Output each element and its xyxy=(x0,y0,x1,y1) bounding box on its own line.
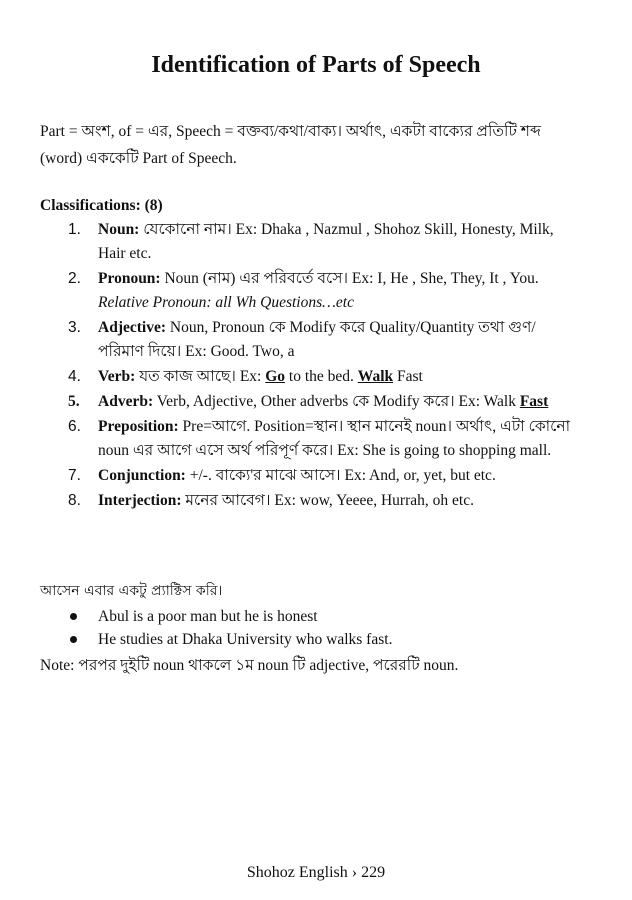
list-item-preposition xyxy=(68,415,578,463)
item-number: 3. xyxy=(68,319,81,336)
bullet-icon xyxy=(70,613,77,620)
list-item-pronoun xyxy=(68,267,578,315)
page-footer: Shohoz English › 229 xyxy=(246,864,386,881)
item-number: 4. xyxy=(68,368,81,385)
list-item xyxy=(68,605,392,628)
item-term: Adverb: xyxy=(98,393,154,410)
list-item-verb xyxy=(68,365,578,389)
list-item-adjective xyxy=(68,316,578,364)
item-number: 5. xyxy=(68,393,80,410)
item-term: Noun: xyxy=(98,221,140,238)
list-item-interjection xyxy=(68,489,578,513)
underlined-word: Walk xyxy=(357,368,394,385)
practice-heading: আসেন এবার একটু প্র্যাক্টিস করি। xyxy=(40,583,223,599)
item-text-pre: Verb, Adjective, Other adverbs কে Modify করে। Ex: Walk xyxy=(153,393,520,410)
item-term: Verb: xyxy=(98,368,136,385)
intro-paragraph xyxy=(40,118,596,172)
underlined-word: Go xyxy=(265,368,286,385)
item-text: Noun, Pronoun কে Modify করে Quality/Quantity তথা গুণ/পরিমাণ দিয়ে। Ex: Good. Two, a xyxy=(98,319,536,360)
item-text: +/-. বাক্যে'র মাঝে আসে। Ex: And, or, yet, but etc. xyxy=(185,467,496,484)
item-text: Noun (নাম) এর পরিবর্তে বসে। Ex: I, He , She, They, It , You. xyxy=(160,270,539,287)
intro-line-2: (word) এককেটি Part of Speech. xyxy=(40,150,237,167)
classifications-heading: Classifications: (8) xyxy=(40,197,163,214)
list-item xyxy=(68,628,392,651)
page-title: Identification of Parts of Speech xyxy=(151,52,481,78)
item-text-pre: যত কাজ আছে। Ex: xyxy=(135,368,266,385)
bullet-icon xyxy=(70,636,77,643)
item-text-post: Fast xyxy=(393,368,423,385)
item-term: Pronoun: xyxy=(98,270,161,287)
item-term: Conjunction: xyxy=(98,467,186,484)
item-text: মনের আবেগ। Ex: wow, Yeeee, Hurrah, oh etc. xyxy=(181,492,474,509)
item-text: Pre=আগে. Position=স্থান। স্থান মানেই noun। অর্থাৎ, এটা কোনো noun এর আগে এসে অর্থ পরিপূর্ণ করে। Ex: She is going to shopping mall. xyxy=(98,418,571,459)
list-item-adverb xyxy=(68,390,578,414)
item-number: 7. xyxy=(68,467,81,484)
example-list xyxy=(68,605,392,651)
list-item-noun xyxy=(68,218,578,266)
item-term: Interjection: xyxy=(98,492,182,509)
classifications-list xyxy=(68,218,578,514)
list-item-conjunction xyxy=(68,464,578,488)
item-text: যেকোনো নাম। Ex: Dhaka , Nazmul , Shohoz Skill, Honesty, Milk, Hair etc. xyxy=(98,221,554,262)
example-text: Abul is a poor man but he is honest xyxy=(98,608,318,625)
underlined-word: Fast xyxy=(519,393,549,410)
note-text: Note: পরপর দুইটি noun থাকলে ১ম noun টি adjective, পরেরটি noun. xyxy=(40,657,459,674)
intro-line-1: Part = অংশ, of = এর, Speech = বক্তব্য/কথা/বাক্য। অর্থাৎ, একটা বাক্যের প্রতিটি শব্দ xyxy=(40,123,541,140)
item-italic-note: Relative Pronoun: all Wh Questions…etc xyxy=(98,294,354,311)
item-number: 6. xyxy=(68,418,81,435)
item-number: 8. xyxy=(68,492,81,509)
item-number: 1. xyxy=(68,221,81,238)
item-text-mid: to the bed. xyxy=(285,368,358,385)
item-term: Preposition: xyxy=(98,418,179,435)
example-text: He studies at Dhaka University who walks fast. xyxy=(98,631,393,648)
item-term: Adjective: xyxy=(98,319,166,336)
item-number: 2. xyxy=(68,270,81,287)
